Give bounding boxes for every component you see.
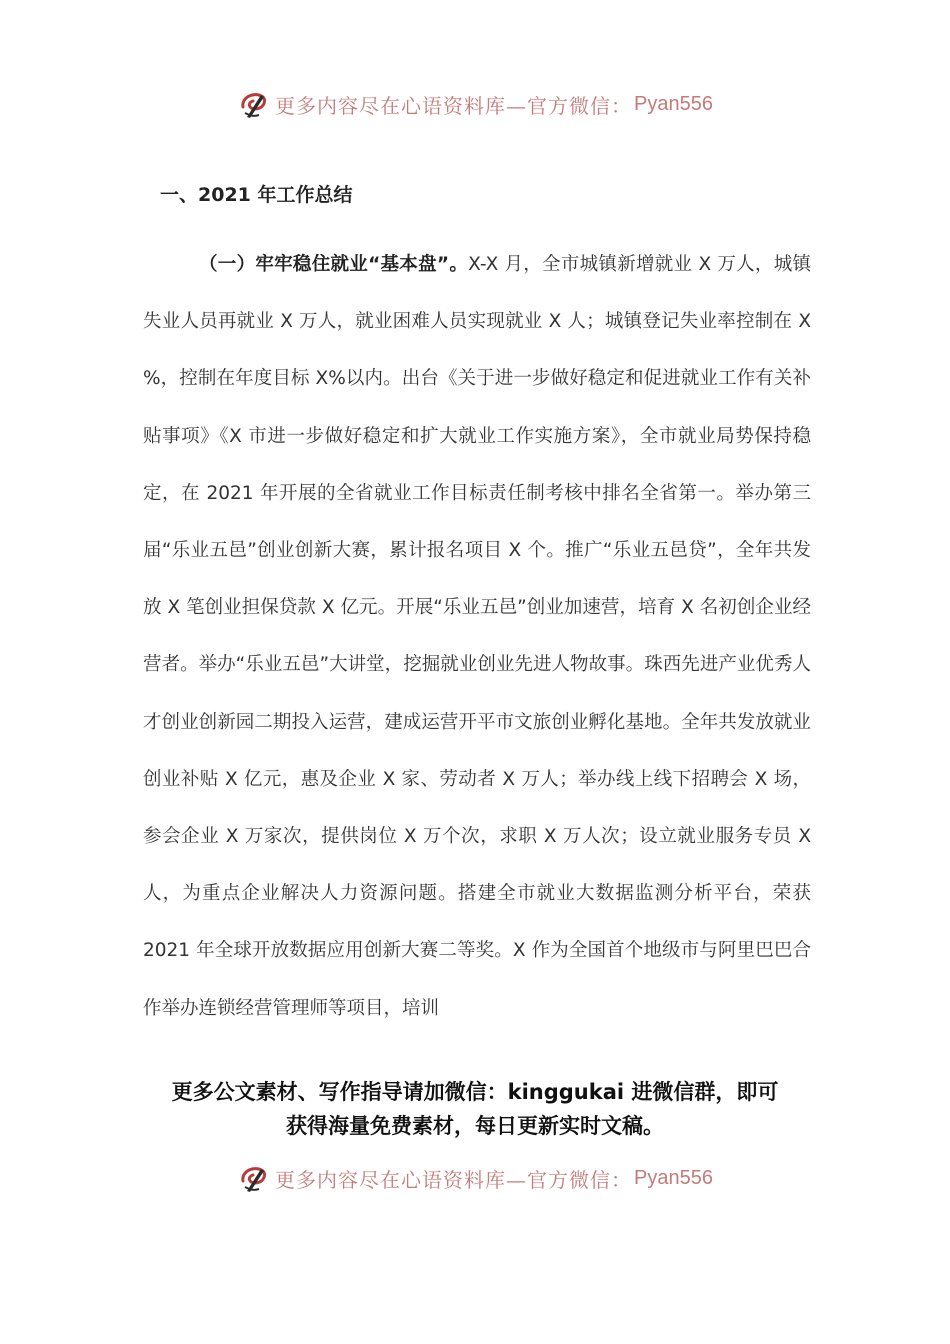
banner-wechat-id: Pyan556 bbox=[634, 1166, 713, 1189]
promo-line-2: 获得海量免费素材，每日更新实时文稿。 bbox=[286, 1114, 664, 1138]
pen-swirl-logo-icon bbox=[237, 87, 271, 121]
pen-swirl-logo-icon bbox=[237, 1161, 271, 1195]
banner-text: 更多内容尽在心语资料库—官方微信： bbox=[275, 1167, 633, 1192]
section-heading: 一、2021 年工作总结 bbox=[160, 184, 353, 206]
paragraph-body: X-X 月，全市城镇新增就业 X 万人，城镇失业人员再就业 X 万人，就业困难人员实现就业 X 人；城镇登记失业率控制在 X %，控制在年度目标 X%以内。出台《关于进一步做好稳定和促进就业工作有关补贴事项》《X 市进一步做好稳定和扩大就业工作实施方案》，全市就业局势保持稳定，在 2021 年开展的全省就业工作目标责任制考核中排名全省第一。举办第三届“乐业五邑”创业创新大赛，累计报名项目 X 个。推广“乐业五邑贷”，全年共发放 X 笔创业担保贷款 X 亿元。开展“乐业五邑”创业加速营，培育 X 名初创企业经营者。举办“乐业五邑”大讲堂，挖掘就业创业先进人物故事。珠西先进产业优秀人才创业创新园二期投入运营，建成运营开平市文旅创业孵化基地。全年共发放就业创业补贴 X 亿元，惠及企业 X 家、劳动者 X 万人；举办线上线下招聘会 X 场，参会企业 X 万家次，提供岗位 X 万个次，求职 X 万人次；设立就业服务专员 X 人，为重点企业解决人力资源问题。搭建全市就业大数据监测分析平台，荣获 2021 年全球开放数据应用创新大赛二等奖。X 作为全国首个地级市与阿里巴巴合作举办连锁经营管理师等项目，培训 bbox=[143, 254, 811, 1019]
promo-notice bbox=[0, 1075, 950, 1143]
banner-text: 更多内容尽在心语资料库—官方微信： bbox=[275, 93, 633, 118]
banner-wechat-id: Pyan556 bbox=[634, 92, 713, 115]
body-paragraph bbox=[143, 236, 811, 1037]
promo-line-1: 更多公文素材、写作指导请加微信：kinggukai 进微信群，即可 bbox=[171, 1080, 779, 1104]
paragraph-lead: （一）牢牢稳住就业“基本盘”。 bbox=[199, 254, 469, 275]
footer-banner bbox=[0, 1158, 950, 1198]
header-banner bbox=[0, 84, 950, 124]
